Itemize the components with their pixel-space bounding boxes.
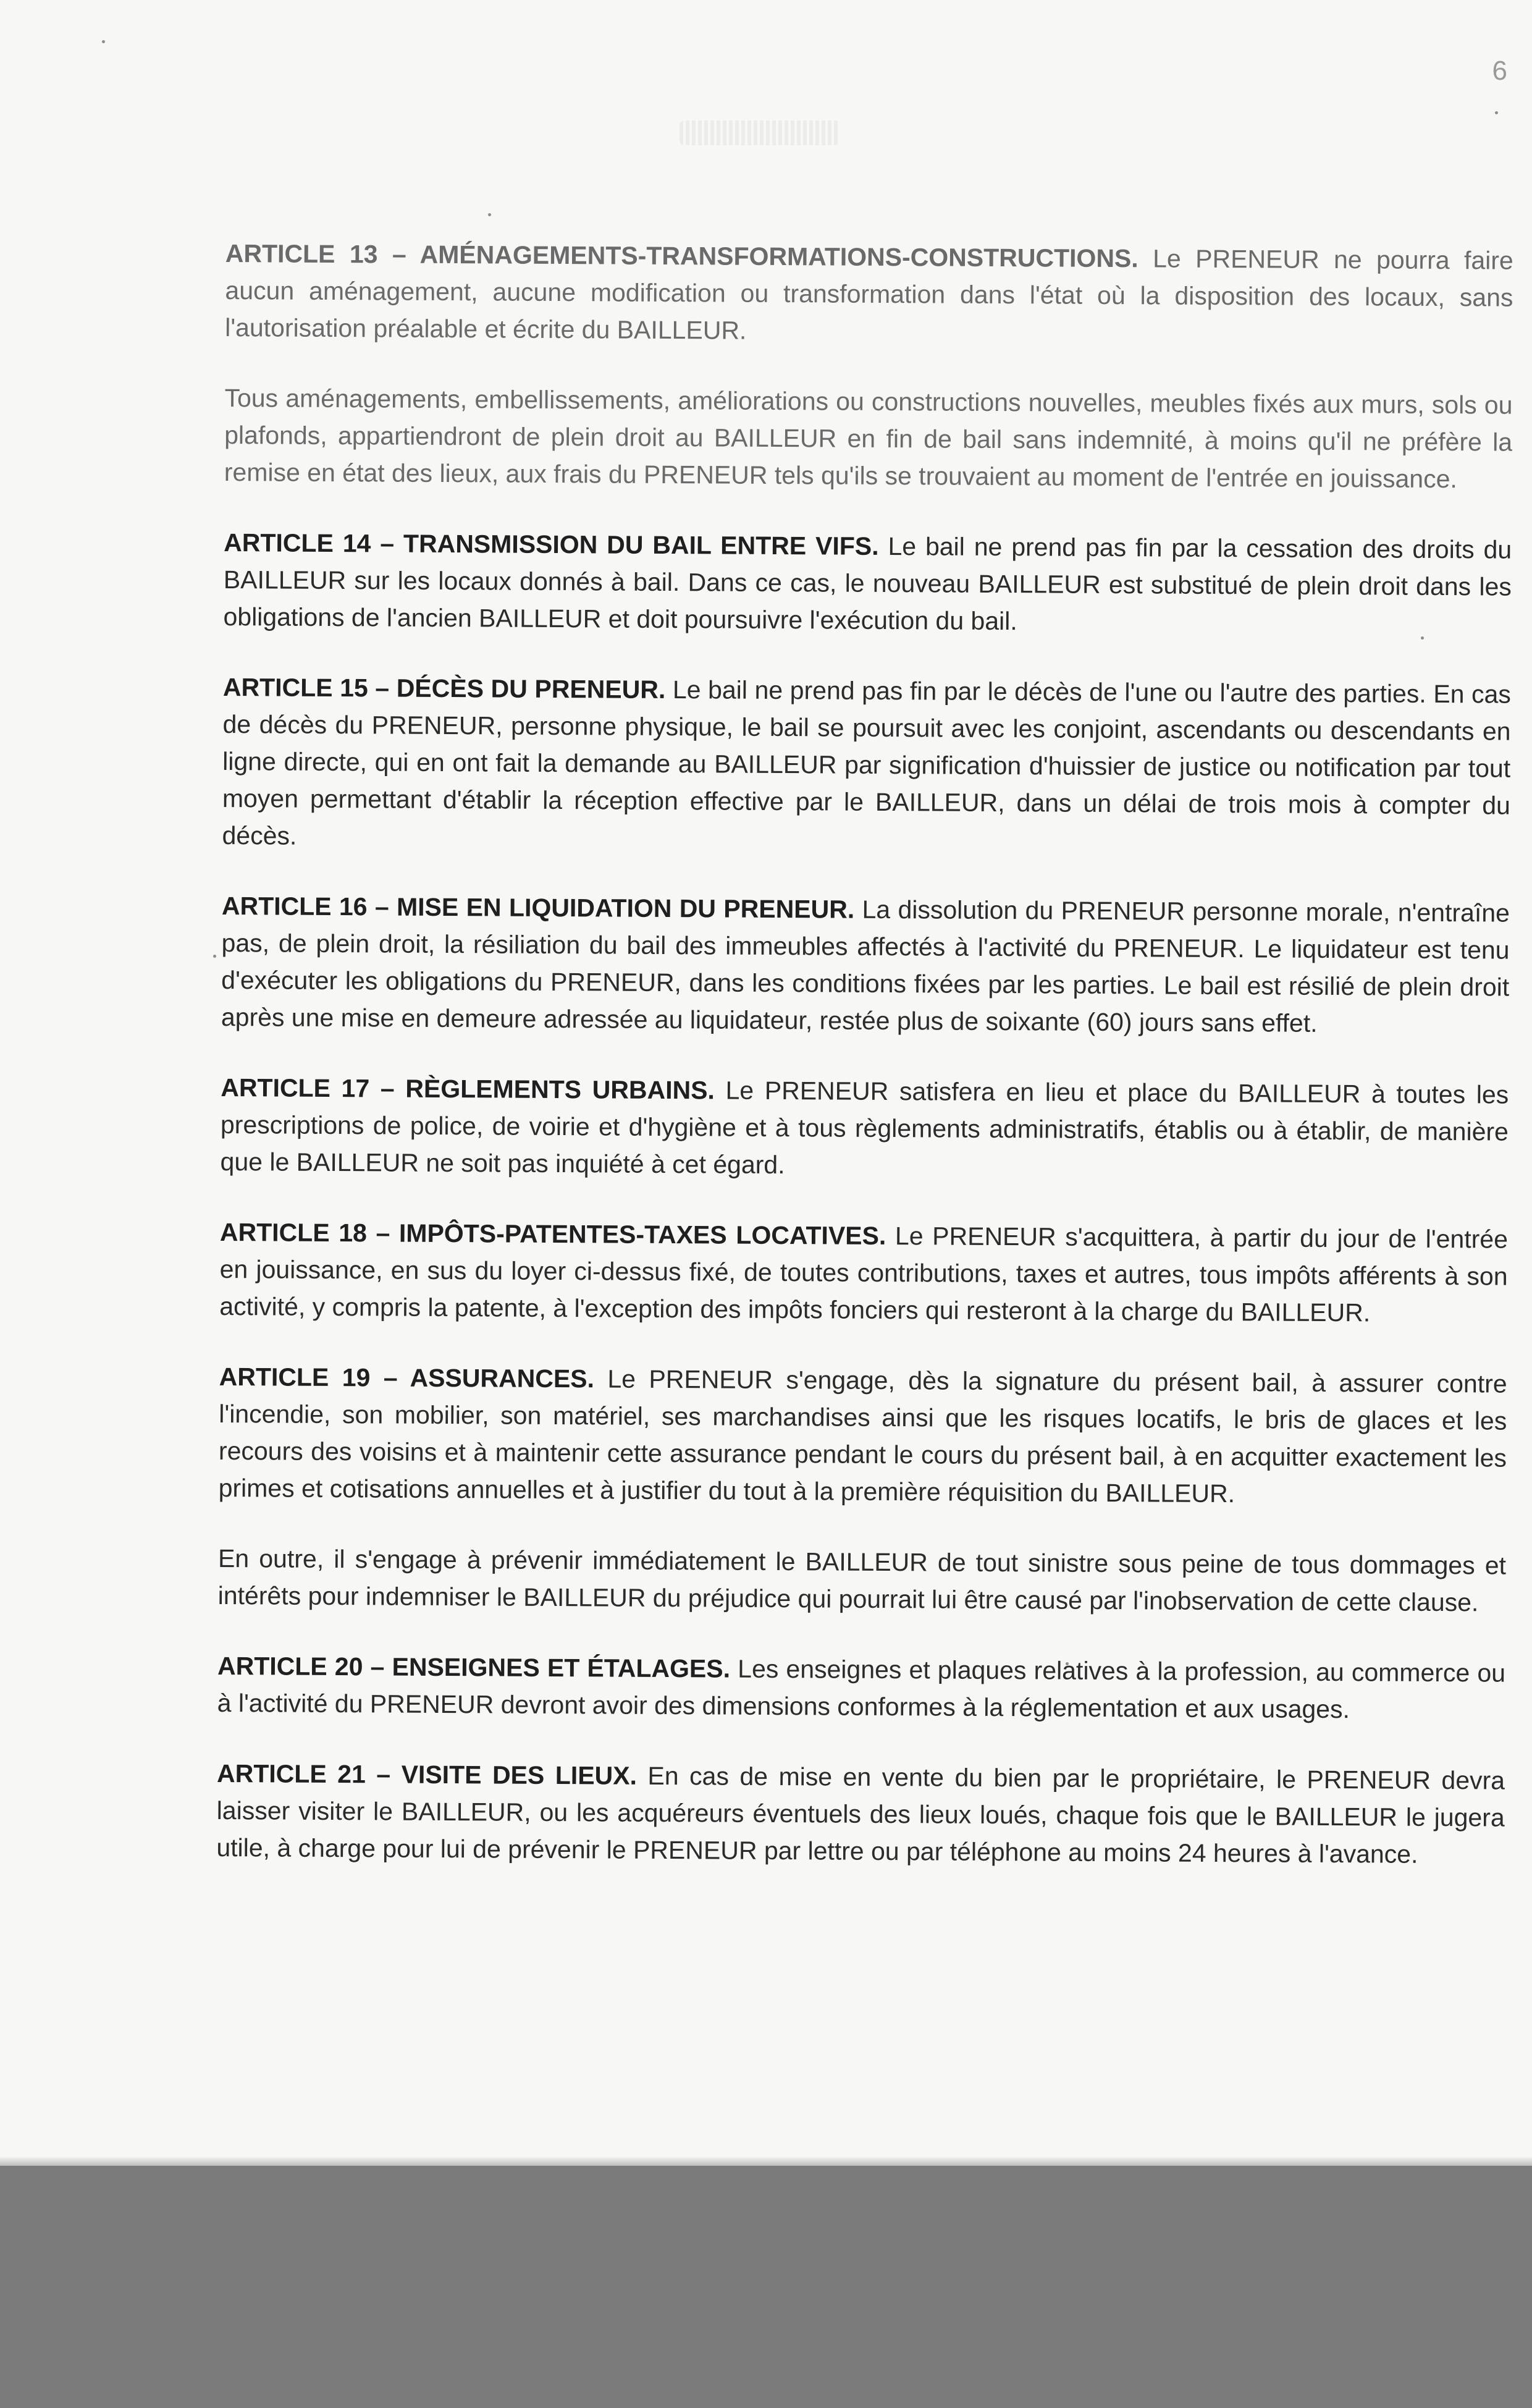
article-18 [219, 1214, 1508, 1332]
scanner-bed-background [0, 2166, 1532, 2408]
scan-speck [213, 955, 216, 958]
article-heading: ARTICLE 16 – MISE EN LIQUIDATION DU PRENEUR. [221, 891, 855, 924]
article-body: Le PRENEUR satisfera en lieu et place du BAILLEUR à toutes les prescriptions de police, de voirie et d'hygiène et à tous règlements administratifs, établis ou à établir, de manière que le BAILLEUR ne soit pas inquiété à cet égard. [220, 1076, 1509, 1180]
scan-speck [102, 40, 105, 43]
article-body: Les enseignes et plaques relatives à la profession, au commerce ou à l'activité du PRENEUR devront avoir des dimensions conformes à la réglementation et aux usages. [217, 1654, 1506, 1724]
article-19-continued [218, 1540, 1507, 1621]
article-heading: ARTICLE 18 – IMPÔTS-PATENTES-TAXES LOCATIVES. [219, 1217, 886, 1250]
article-16 [221, 887, 1510, 1043]
article-body: Le PRENEUR s'engage, dès la signature du présent bail, à assurer contre l'incendie, son mobilier, son matériel, ses marchandises ainsi que les risques locatifs, le bris de glaces et les recours des voisins et à maintenir cette assurance pendant le cours du présent bail, à en acquitter exactement les primes et cotisations annuelles et à justifier du tout à la première réquisition du BAILLEUR. [218, 1364, 1507, 1508]
article-heading: ARTICLE 15 – DÉCÈS DU PRENEUR. [222, 672, 666, 704]
lease-articles [216, 235, 1513, 1907]
article-body: Le bail ne prend pas fin par la cessation des droits du BAILLEUR sur les locaux donnés à bail. Dans ce cas, le nouveau BAILLEUR est substitué de plein droit dans les obligations de l'ancien BAILLEUR et doit poursuivre l'exécution du bail. [223, 531, 1512, 636]
article-body: Le PRENEUR s'acquittera, à partir du jour de l'entrée en jouissance, en sus du loyer ci-dessus fixé, de toutes contributions, taxes et autres, tous impôts afférents à son activité, y compris la patente, à l'exception des impôts fonciers qui resteront à la charge du BAILLEUR. [219, 1221, 1509, 1327]
article-heading: ARTICLE 17 – RÈGLEMENTS URBAINS. [221, 1073, 715, 1105]
corner-mark: 6 [1492, 56, 1507, 86]
article-13-continued [224, 379, 1513, 498]
page-edge-shadow [0, 2157, 1532, 2166]
article-body: Tous aménagements, embellissements, améliorations ou constructions nouvelles, meubles fixés aux murs, sols ou plafonds, appartiendront de plein droit au BAILLEUR en fin de bail sans indemnité, à moins qu'il ne préfère la remise en état des lieux, aux frais du PRENEUR tels qu'ils se trouvaient au moment de l'entrée en jouissance. [224, 383, 1513, 494]
article-heading: ARTICLE 20 – ENSEIGNES ET ÉTALAGES. [217, 1651, 731, 1683]
article-19 [219, 1358, 1507, 1514]
article-heading: ARTICLE 19 – ASSURANCES. [219, 1362, 595, 1393]
scan-speck [1495, 111, 1498, 114]
article-body: La dissolution du PRENEUR personne morale, n'entraîne pas, de plein droit, la résiliation du bail des immeubles affectés à l'activité du PRENEUR. Le liquidateur est tenu d'exécuter les obligations du PRENEUR, dans les conditions fixées par les parties. Le bail est résilié de plein droit après une mise en demeure adressée au liquidateur, restée plus de soixante (60) jours sans effet. [221, 895, 1510, 1037]
scan-speck [488, 213, 491, 216]
article-20 [217, 1647, 1506, 1729]
article-heading: ARTICLE 14 – TRANSMISSION DU BAIL ENTRE VIFS. [224, 528, 879, 560]
article-17 [220, 1069, 1509, 1188]
faded-stamp [680, 120, 840, 145]
article-13 [225, 235, 1513, 353]
article-21 [216, 1755, 1505, 1874]
article-heading: ARTICLE 21 – VISITE DES LIEUX. [216, 1759, 638, 1790]
article-heading: ARTICLE 13 – AMÉNAGEMENTS-TRANSFORMATIONS-CONSTRUCTIONS. [225, 239, 1138, 273]
article-14 [223, 524, 1512, 643]
article-body: En outre, il s'engage à prévenir immédiatement le BAILLEUR de tout sinistre sous peine de tous dommages et intérêts pour indemniser le BAILLEUR du préjudice qui pourrait lui être causé par l'inobservation de cette clause. [217, 1544, 1507, 1617]
article-15 [222, 669, 1511, 861]
article-body: Le bail ne prend pas fin par le décès de l'une ou l'autre des parties. En cas de décès du PRENEUR, personne physique, le bail se poursuit avec les conjoint, ascendants ou descendants en ligne directe, qui en ont fait la demande au BAILLEUR par signification d'huissier de justice ou notification par tout moyen permettant d'établir la réception effective par le BAILLEUR, dans un délai de trois mois à compter du décès. [222, 675, 1512, 850]
article-body: Le PRENEUR ne pourra faire aucun aménagement, aucune modification ou transformation dans l'état où la disposition des locaux, sans l'autorisation préalable et écrite du BAILLEUR. [225, 244, 1513, 345]
article-body: En cas de mise en vente du bien par le propriétaire, le PRENEUR devra laisser visiter le BAILLEUR, ou les acquéreurs éventuels des lieux loués, chaque fois que le BAILLEUR le jugera utile, à charge pour lui de prévenir le PRENEUR par lettre ou par téléphone au moins 24 heures à l'avance. [216, 1761, 1505, 1869]
